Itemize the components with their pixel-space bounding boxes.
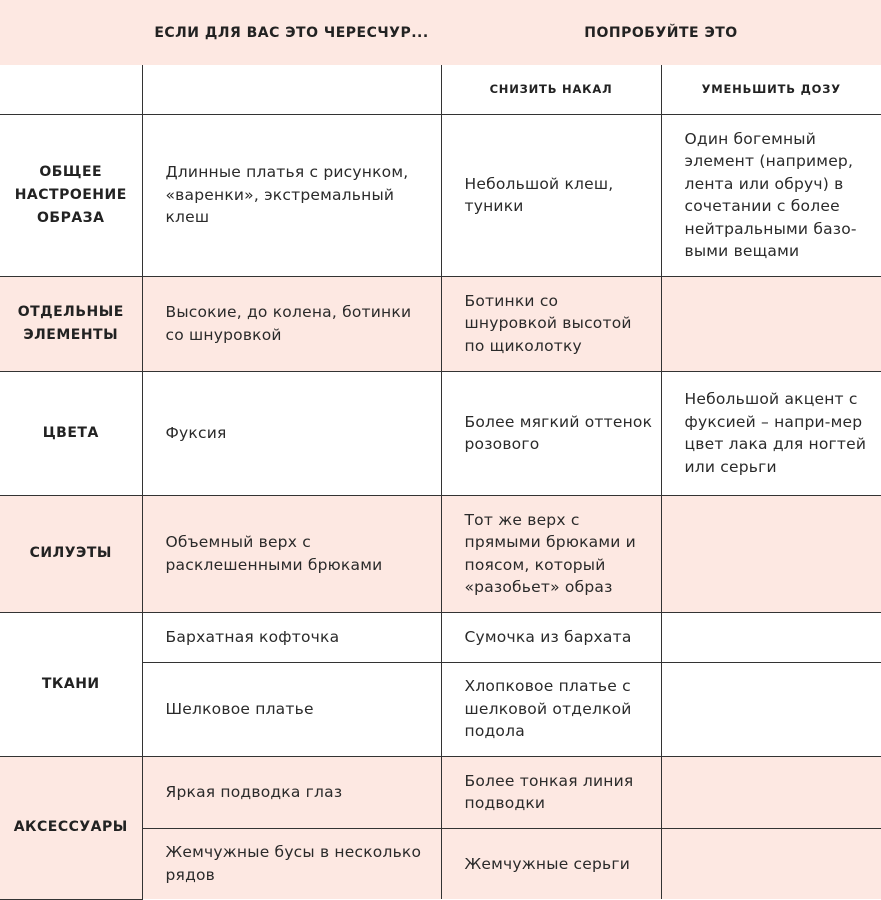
table-row [0, 495, 881, 612]
subheader-empty-cell-2 [142, 65, 441, 114]
table-row [0, 756, 881, 828]
category-cell: ТКАНИ [0, 612, 142, 756]
reduce-dose-cell [661, 828, 881, 899]
too-much-cell: Объемный верх с расклешенными брюками [142, 495, 441, 612]
category-cell: АКСЕССУАРЫ [0, 756, 142, 899]
table-row [0, 612, 881, 662]
reduce-dose-cell [661, 756, 881, 828]
too-much-cell: Длинные платья с рисунком, «варенки», экстремальный клеш [142, 114, 441, 276]
tone-down-cell: Более мягкий оттенок розового [441, 371, 661, 495]
tone-down-cell: Сумочка из бархата [441, 612, 661, 662]
header-too-much: ЕСЛИ ДЛЯ ВАС ЭТО ЧЕРЕСЧУР... [154, 24, 429, 41]
subheader-reduce-dose: УМЕНЬШИТЬ ДОЗУ [661, 65, 881, 114]
tone-down-cell: Ботинки со шнуровкой высотой по щиколотку [441, 276, 661, 371]
category-cell: ОБЩЕЕ НАСТРОЕНИЕ ОБРАЗА [0, 114, 142, 276]
too-much-cell: Фуксия [142, 371, 441, 495]
header-empty-cell [0, 0, 142, 65]
tone-down-cell: Небольшой клеш, туники [441, 114, 661, 276]
table-row [0, 114, 881, 276]
table-row [0, 276, 881, 371]
subheader-empty-cell [0, 65, 142, 114]
too-much-cell: Бархатная кофточка [142, 612, 441, 662]
too-much-cell: Шелковое платье [142, 662, 441, 756]
tone-down-cell: Хлопковое платье с шелковой отделкой подола [441, 662, 661, 756]
table-header-row [0, 0, 881, 65]
table-subheader-row [0, 65, 881, 114]
header-try-this: ПОПРОБУЙТЕ ЭТО [584, 24, 738, 41]
subheader-tone-down: СНИЗИТЬ НАКАЛ [441, 65, 661, 114]
tone-down-cell: Тот же верх с прямыми брюками и поясом, который «разобьет» образ [441, 495, 661, 612]
category-cell: СИЛУЭТЫ [0, 495, 142, 612]
reduce-dose-cell [661, 612, 881, 662]
table-row [0, 371, 881, 495]
tone-down-cell: Жемчужные серьги [441, 828, 661, 899]
category-cell: ЦВЕТА [0, 371, 142, 495]
too-much-cell: Высокие, до колена, ботинки со шнуровкой [142, 276, 441, 371]
reduce-dose-cell [661, 495, 881, 612]
reduce-dose-cell: Один богемный элемент (например, лента или обруч) в сочетании с более нейтральными базо-выми вещами [661, 114, 881, 276]
tone-down-cell: Более тонкая линия подводки [441, 756, 661, 828]
category-cell: ОТДЕЛЬНЫЕ ЭЛЕМЕНТЫ [0, 276, 142, 371]
too-much-cell: Яркая подводка глаз [142, 756, 441, 828]
reduce-dose-cell [661, 662, 881, 756]
reduce-dose-cell [661, 276, 881, 371]
too-much-cell: Жемчужные бусы в несколько рядов [142, 828, 441, 899]
reduce-dose-cell: Небольшой акцент с фуксией – напри-мер цвет лака для ногтей или серьги [661, 371, 881, 495]
